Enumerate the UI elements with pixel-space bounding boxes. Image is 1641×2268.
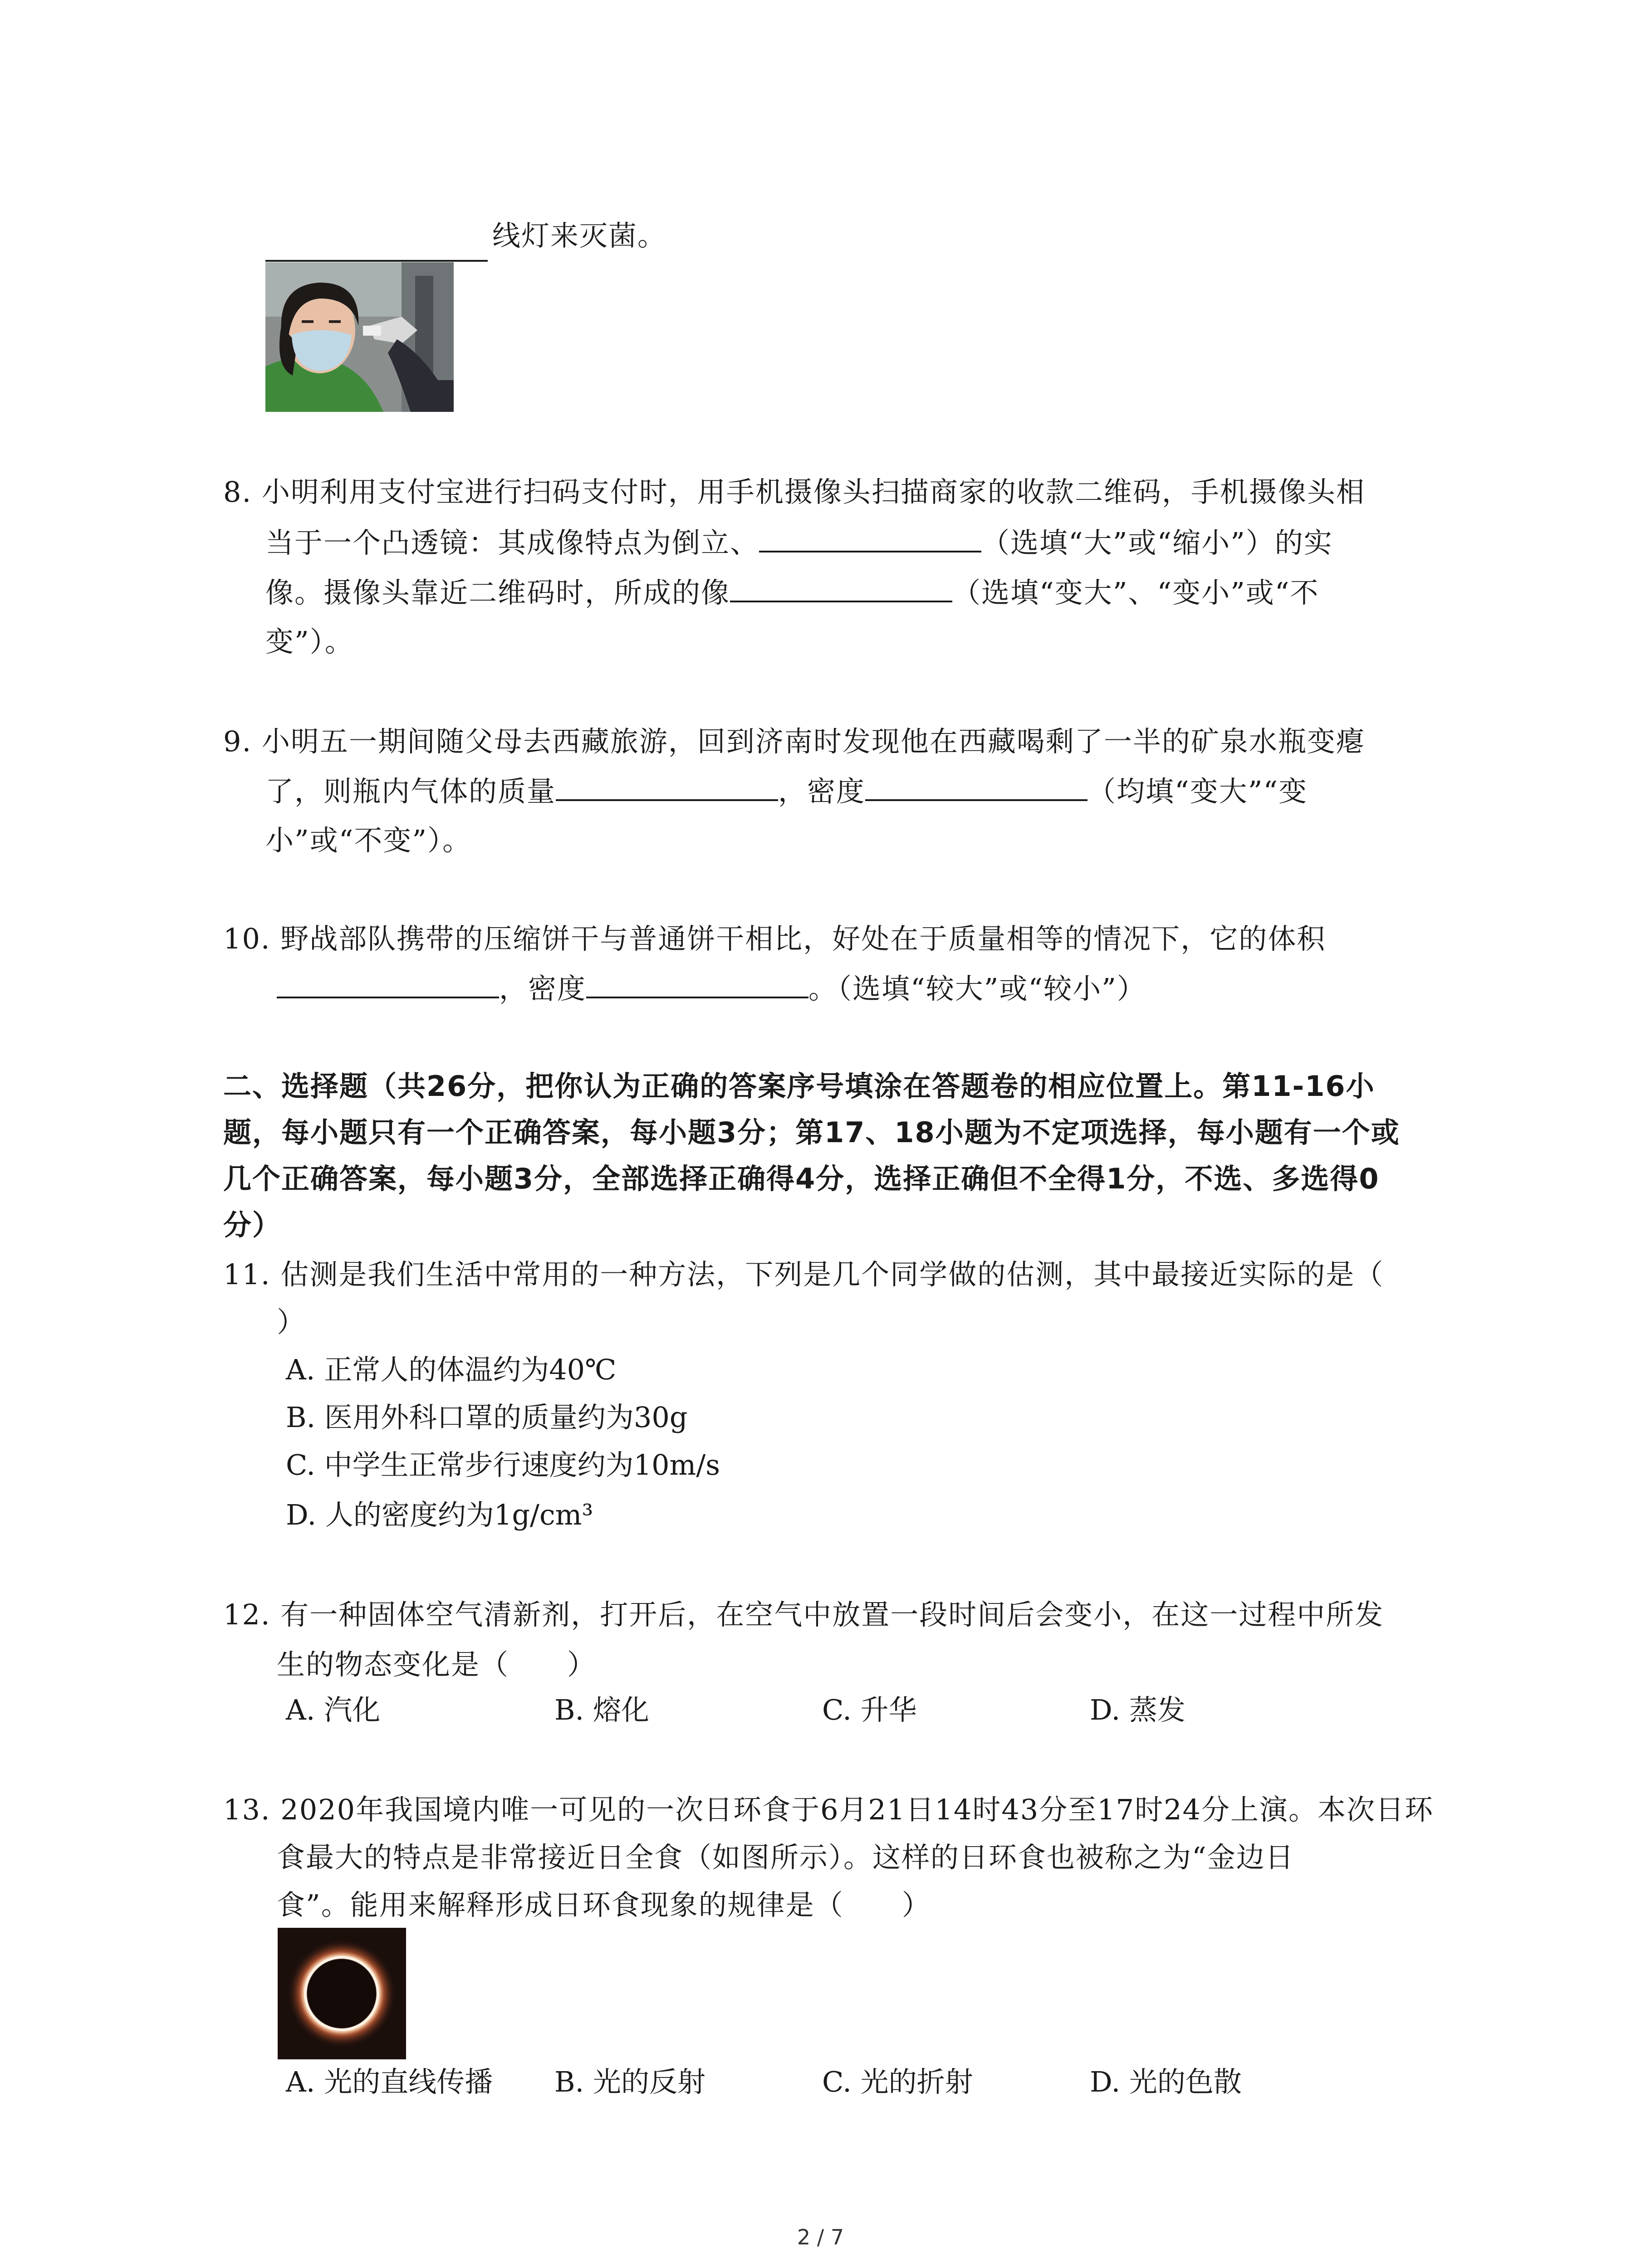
q11-option-a[interactable]: A. 正常人的体温约为40℃ (286, 1353, 617, 1386)
answer-blank[interactable] (556, 771, 778, 801)
section2-line1: 二、选择题（共26分，把你认为正确的答案序号填涂在答题卷的相应位置上。第11-16小 (223, 1070, 1375, 1103)
q12-line2: 生的物态变化是（ ） (277, 1648, 597, 1681)
q13-option-c[interactable]: C. 光的折射 (822, 2065, 973, 2098)
eclipse-illustration (278, 1928, 406, 2059)
q7-tail: 线灯来灭菌。 (492, 219, 667, 252)
q12-option-d[interactable]: D. 蒸发 (1090, 1693, 1185, 1726)
q13-option-a[interactable]: A. 光的直线传播 (286, 2065, 493, 2098)
q9-line2-text-c: （均填“变大”“变 (1087, 775, 1308, 808)
answer-blank[interactable] (265, 229, 488, 262)
q8-line4: 变”）。 (265, 625, 354, 658)
section2-line4: 分） (223, 1208, 282, 1242)
answer-blank[interactable] (759, 523, 981, 552)
q9-line1: 9. 小明五一期间随父母去西藏旅游，回到济南时发现他在西藏喝剩了一半的矿泉水瓶变瘪 (223, 725, 1365, 758)
q9-line2-text-a: 了，则瓶内气体的质量 (265, 775, 556, 808)
q13-option-b[interactable]: B. 光的反射 (554, 2065, 705, 2098)
q11-option-c[interactable]: C. 中学生正常步行速度约为10m/s (286, 1448, 720, 1481)
q13-option-d[interactable]: D. 光的色散 (1090, 2065, 1242, 2098)
q12-option-b[interactable]: B. 熔化 (554, 1693, 649, 1726)
annular-eclipse-photo (278, 1928, 406, 2059)
q10-line1: 10. 野战部队携带的压缩饼干与普通饼干相比，好处在于质量相等的情况下，它的体积 (223, 922, 1326, 955)
q11-line1: 11. 估测是我们生活中常用的一种方法，下列是几个同学做的估测，其中最接近实际的是（ (223, 1258, 1384, 1291)
q10-line2 (277, 968, 1146, 1009)
q11-option-b[interactable]: B. 医用外科口罩的质量约为30g (286, 1401, 688, 1434)
q11-option-d[interactable]: D. 人的密度约为1g/cm³ (286, 1498, 593, 1531)
q12-option-a[interactable]: A. 汽化 (286, 1693, 381, 1726)
q12-option-c[interactable]: C. 升华 (822, 1693, 917, 1726)
q8-line2-text-a: 当于一个凸透镜：其成像特点为倒立、 (265, 526, 759, 559)
q8-line3-text-b: （选填“变大”、“变小”或“不 (952, 576, 1319, 609)
q13-line2: 食最大的特点是非常接近日全食（如图所示）。这样的日环食也被称之为“金边日 (277, 1841, 1294, 1874)
q13-line1: 13. 2020年我国境内唯一可见的一次日环食于6月21日14时43分至17时24分上演。本次日环 (223, 1793, 1434, 1826)
q13-line3: 食”。能用来解释形成日环食现象的规律是（ ） (277, 1888, 931, 1921)
photo-illustration (265, 262, 454, 412)
page-number: 2 / 7 (797, 2225, 844, 2249)
q8-line2 (265, 523, 1333, 563)
q9-line3: 小”或“不变”）。 (265, 824, 472, 857)
section2-line3: 几个正确答案，每小题3分，全部选择正确得4分，选择正确但不全得1分，不选、多选得0 (223, 1162, 1380, 1195)
q9-line2-text-b: ，密度 (778, 775, 866, 808)
answer-blank[interactable] (730, 572, 952, 602)
q12-line1: 12. 有一种固体空气清新剂，打开后，在空气中放置一段时间后会变小，在这一过程中所发 (223, 1598, 1384, 1631)
answer-blank[interactable] (865, 771, 1087, 801)
temperature-check-photo (265, 262, 454, 412)
q11-line2: ） (277, 1305, 306, 1339)
q10-line2-text-a: ，密度 (499, 972, 587, 1005)
q8-line3-text-a: 像。摄像头靠近二维码时，所成的像 (265, 576, 730, 609)
q9-line2 (265, 771, 1308, 812)
q8-line3 (265, 572, 1319, 613)
q10-line2-text-b: 。（选填“较大”或“较小”） (808, 972, 1146, 1005)
answer-blank[interactable] (586, 968, 808, 998)
q8-line1: 8. 小明利用支付宝进行扫码支付时，用手机摄像头扫描商家的收款二维码，手机摄像头相 (223, 475, 1365, 508)
section2-line2: 题，每小题只有一个正确答案，每小题3分；第17、18小题为不定项选择，每小题有一个或 (223, 1116, 1400, 1149)
answer-blank[interactable] (277, 968, 499, 998)
q8-line2-text-b: （选填“大”或“缩小”）的实 (981, 526, 1333, 559)
